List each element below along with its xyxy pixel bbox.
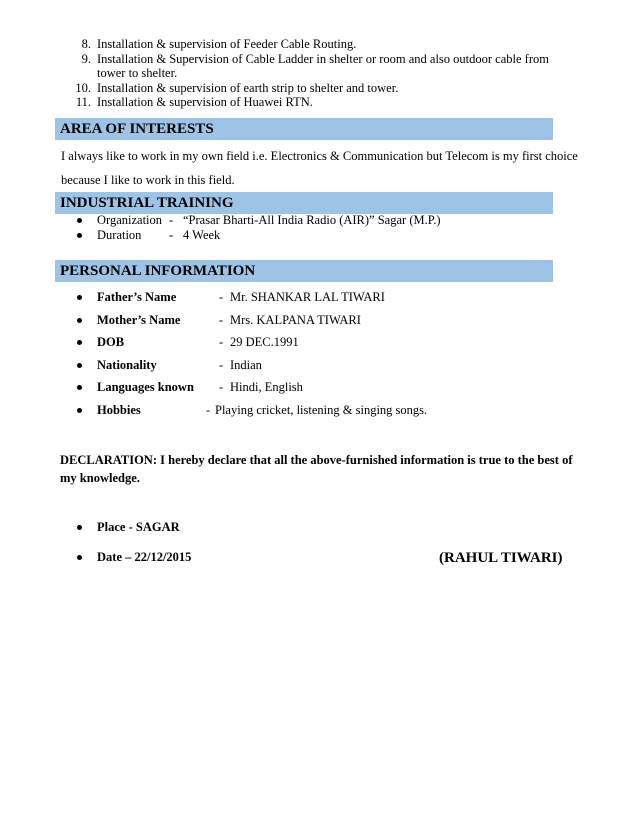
info-label: Hobbies	[97, 402, 141, 417]
bullet-icon	[77, 295, 82, 300]
list-item-text: Installation & Supervision of Cable Ladder in shelter or room and also outdoor cable from tower to shelter.	[97, 51, 549, 80]
place-text: Place - SAGAR	[97, 520, 180, 534]
list-item	[77, 520, 377, 550]
list-item	[77, 213, 527, 228]
list-item	[77, 228, 527, 243]
list-item	[77, 290, 527, 313]
list-item	[77, 550, 377, 580]
training-label: Organization	[97, 213, 163, 227]
info-label: DOB	[97, 335, 125, 349]
list-item-number: 11.	[75, 95, 91, 109]
training-dash: -	[169, 213, 174, 227]
training-value: 4 Week	[183, 228, 221, 242]
training-label: Duration	[97, 228, 142, 242]
info-label: Languages known	[97, 380, 194, 394]
info-value: Mrs. KALPANA TIWARI	[230, 312, 361, 327]
bullet-icon	[77, 340, 82, 345]
experience-list	[60, 37, 570, 110]
info-value: 29 DEC.1991	[230, 335, 299, 349]
training-dash: -	[169, 228, 174, 242]
declaration-text: DECLARATION: I hereby declare that all the above-furnished information is true to the best of my knowledge.	[60, 453, 573, 485]
info-dash: -	[219, 380, 224, 394]
bullet-icon	[77, 408, 82, 413]
bullet-icon	[77, 385, 82, 390]
bullet-icon	[77, 233, 82, 238]
bullet-icon	[77, 218, 82, 223]
list-item	[60, 52, 570, 81]
training-value: “Prasar Bharti-All India Radio (AIR)” Sagar (M.P.)	[183, 213, 441, 227]
bullet-icon	[77, 525, 82, 530]
info-dash: -	[219, 312, 224, 327]
list-item	[60, 81, 570, 96]
area-of-interests-text: I always like to work in my own field i.e. Electronics & Communication but Telecom is my first choice because I like to work in this field.	[61, 149, 578, 187]
list-item-text: Installation & supervision of Huawei RTN.	[97, 95, 313, 109]
date-text: Date – 22/12/2015	[97, 550, 192, 564]
list-item-text: Installation & supervision of Feeder Cable Routing.	[97, 37, 357, 51]
list-item	[77, 335, 527, 358]
list-item	[77, 313, 527, 336]
list-item	[77, 358, 527, 381]
footer-list	[77, 520, 377, 580]
list-item-number: 8.	[81, 37, 91, 51]
list-item	[60, 95, 570, 110]
info-label: Mother’s Name	[97, 312, 181, 327]
bullet-icon	[77, 318, 82, 323]
bullet-icon	[77, 363, 82, 368]
list-item-text: Installation & supervision of earth strip to shelter and tower.	[97, 80, 399, 95]
info-dash: -	[206, 402, 211, 417]
info-value: Indian	[230, 357, 262, 372]
personal-information-heading: PERSONAL INFORMATION	[55, 260, 553, 282]
info-label: Nationality	[97, 357, 157, 372]
info-dash: -	[219, 335, 224, 349]
list-item	[60, 37, 570, 52]
area-of-interests-heading: AREA OF INTERESTS	[55, 118, 553, 140]
info-value: Hindi, English	[230, 380, 303, 394]
signature-name: (RAHUL TIWARI)	[439, 550, 563, 566]
info-label: Father’s Name	[97, 290, 177, 304]
industrial-training-list	[77, 213, 527, 243]
industrial-training-heading: INDUSTRIAL TRAINING	[55, 192, 553, 214]
info-value: Mr. SHANKAR LAL TIWARI	[230, 290, 385, 304]
list-item	[77, 380, 527, 403]
info-value: Playing cricket, listening & singing songs.	[215, 402, 428, 417]
list-item	[77, 403, 527, 426]
info-dash: -	[219, 290, 224, 304]
bullet-icon	[77, 555, 82, 560]
info-dash: -	[219, 357, 224, 372]
list-item-number: 9.	[81, 51, 91, 66]
personal-information-list	[77, 290, 527, 425]
list-item-number: 10.	[75, 80, 91, 95]
